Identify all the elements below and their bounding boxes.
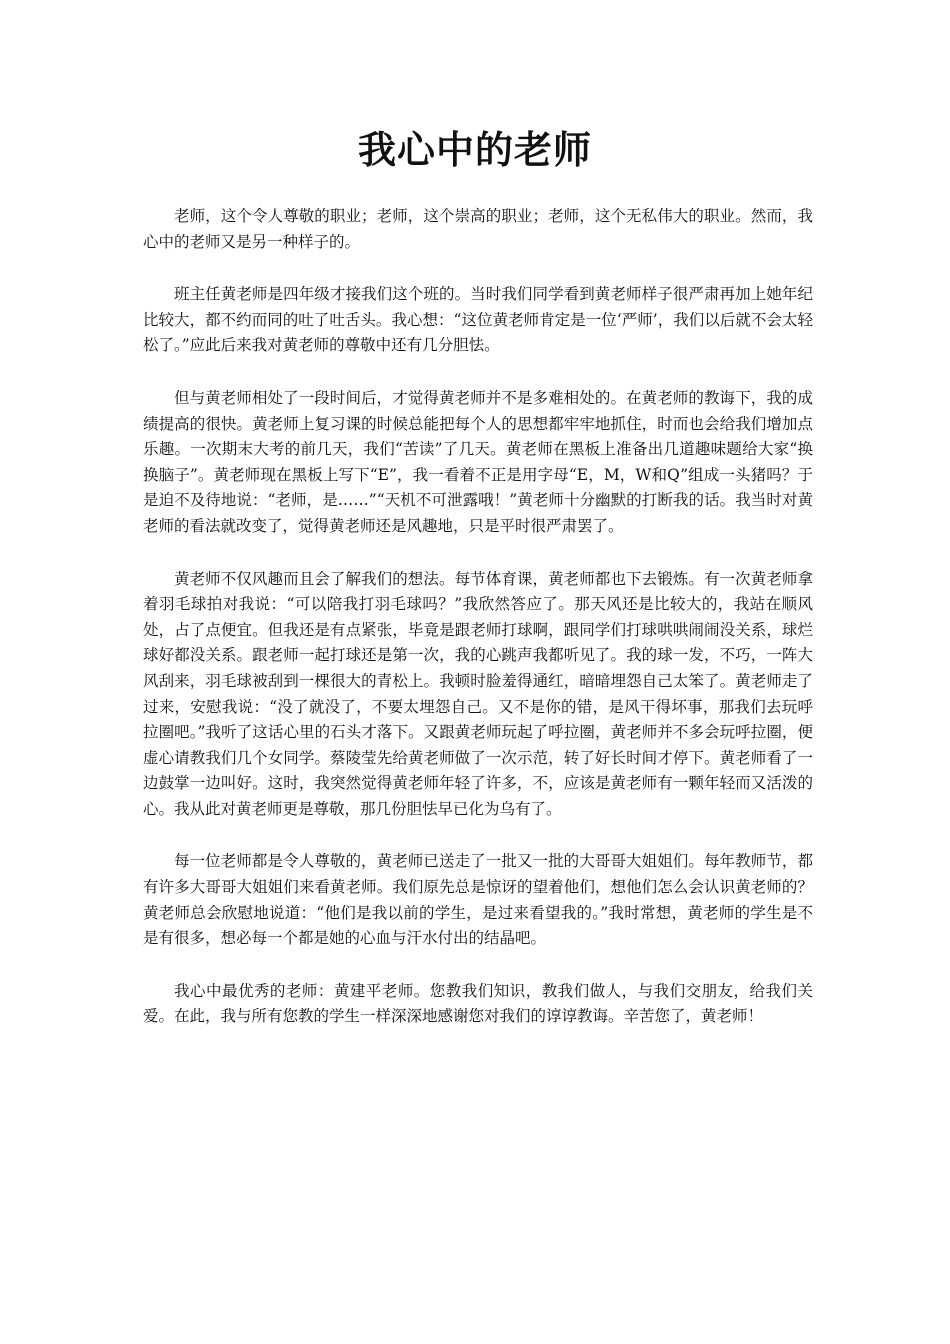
paragraph-3: 但与黄老师相处了一段时间后，才觉得黄老师并不是多难相处的。在黄老师的教诲下，我的成绩提高的很快。黄老师上复习课的时候总能把每个人的思想都牢牢地抓住，时而也会给我们增加点乐趣。一次期末大考的前几天，我们“苦读”了几天。黄老师在黑板上准备出几道趣味题给大家“换换脑子”。黄老师现在黑板上写下“E”，我一看着不正是用字母“E，M，W和Q”组成一头猪吗？于是迫不及待地说：“老师，是……”“天机不可泄露哦！”黄老师十分幽默的打断我的话。我当时对黄老师的看法就改变了，觉得黄老师还是风趣地，只是平时很严肃罢了。 [143, 388, 813, 535]
paragraph-1: 老师，这个令人尊敬的职业；老师，这个崇高的职业；老师，这个无私伟大的职业。然而，我心中的老师又是另一种样子的。 [143, 207, 813, 251]
paragraph-4: 黄老师不仅风趣而且会了解我们的想法。每节体育课，黄老师都也下去锻炼。有一次黄老师拿着羽毛球拍对我说：“可以陪我打羽毛球吗？”我欣然答应了。那天风还是比较大的，我站在顺风处，占了点便宜。但我还是有点紧张，毕竟是跟老师打球啊，跟同学们打球哄哄闹闹没关系，球烂球好都没关系。跟老师一起打球还是第一次，我的心跳声我都听见了。我的球一发，不巧，一阵大风刮来，羽毛球被刮到一棵很大的青松上。我顿时脸羞得通红，暗暗埋怨自己太笨了。黄老师走了过来，安慰我说：“没了就没了，不要太埋怨自己。又不是你的错，是风干得坏事，那我们去玩呼拉圈吧。”我听了这话心里的石头才落下。又跟黄老师玩起了呼拉圈，黄老师并不多会玩呼拉圈，便虚心请教我们几个女同学。蔡陵莹先给黄老师做了一次示范，转了好长时间才停下。黄老师看了一边鼓掌一边叫好。这时，我突然觉得黄老师年轻了许多，不，应该是黄老师有一颗年轻而又活泼的心。我从此对黄老师更是尊敬，那几份胆怯早已化为乌有了。 [143, 569, 813, 818]
article-body [143, 204, 813, 1057]
paragraph-2: 班主任黄老师是四年级才接我们这个班的。当时我们同学看到黄老师样子很严肃再加上她年纪比较大，都不约而同的吐了吐舌头。我心想：“这位黄老师肯定是一位‘严师’，我们以后就不会太轻松了。”应此后来我对黄老师的尊敬中还有几分胆怯。 [143, 285, 814, 355]
paragraph-5: 每一位老师都是令人尊敬的，黄老师已送走了一批又一批的大哥哥大姐姐们。每年教师节，都有许多大哥哥大姐姐们来看黄老师。我们原先总是惊讶的望着他们，想他们怎么会认识黄老师的？黄老师总会欣慰地说道：“他们是我以前的学生，是过来看望我的。”我时常想，黄老师的学生是不是有很多，想必每一个都是她的心血与汗水付出的结晶吧。 [143, 852, 813, 948]
paragraph-6: 我心中最优秀的老师：黄建平老师。您教我们知识，教我们做人，与我们交朋友，给我们关爱。在此，我与所有您教的学生一样深深地感谢您对我们的谆谆教诲。辛苦您了，黄老师！ [143, 981, 813, 1026]
page-title: 我心中的老师 [357, 128, 592, 172]
